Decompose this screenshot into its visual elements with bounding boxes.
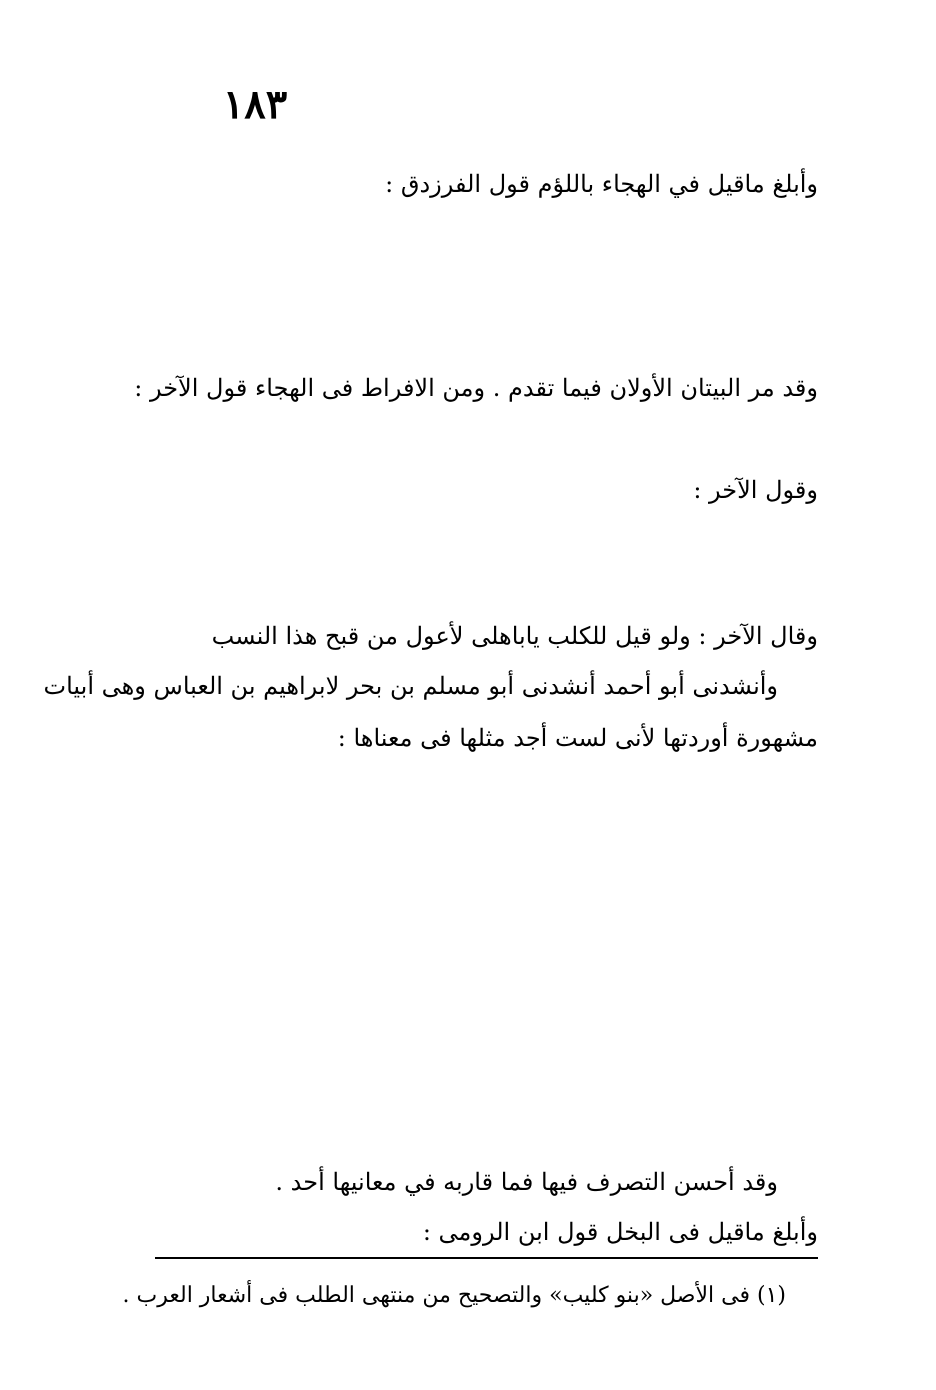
prose-line: وأبلغ ماقيل في الهجاء باللؤم قول الفرزدق : (385, 170, 818, 198)
prose-line: وأنشدنى أبو أحمد أنشدنى أبو مسلم بن بحر لابراهيم بن العباس وهى أبيات (43, 672, 778, 700)
prose-line: وقد مر البيتان الأولان فيما تقدم . ومن الافراط فى الهجاء قول الآخر : (134, 374, 818, 402)
prose-line: مشهورة أوردتها لأنى لست أجد مثلها فى معناها : (337, 724, 818, 752)
page-number: ١٨٣ (222, 81, 288, 128)
footnote-separator (155, 1257, 818, 1259)
prose-line: وقد أحسن التصرف فيها فما قاربه في معانيها أحد . (275, 1168, 778, 1196)
footnote: (١) فى الأصل «بنو كليب» والتصحيح من منتهى الطلب فى أشعار العرب . (122, 1283, 786, 1308)
prose-line: وقول الآخر : (693, 476, 818, 504)
prose-line: وأبلغ ماقيل فى البخل قول ابن الرومى : (422, 1218, 818, 1246)
prose-line: وقال الآخر : ولو قيل للكلب ياباهلى لأعول من قبح هذا النسب (211, 622, 818, 650)
